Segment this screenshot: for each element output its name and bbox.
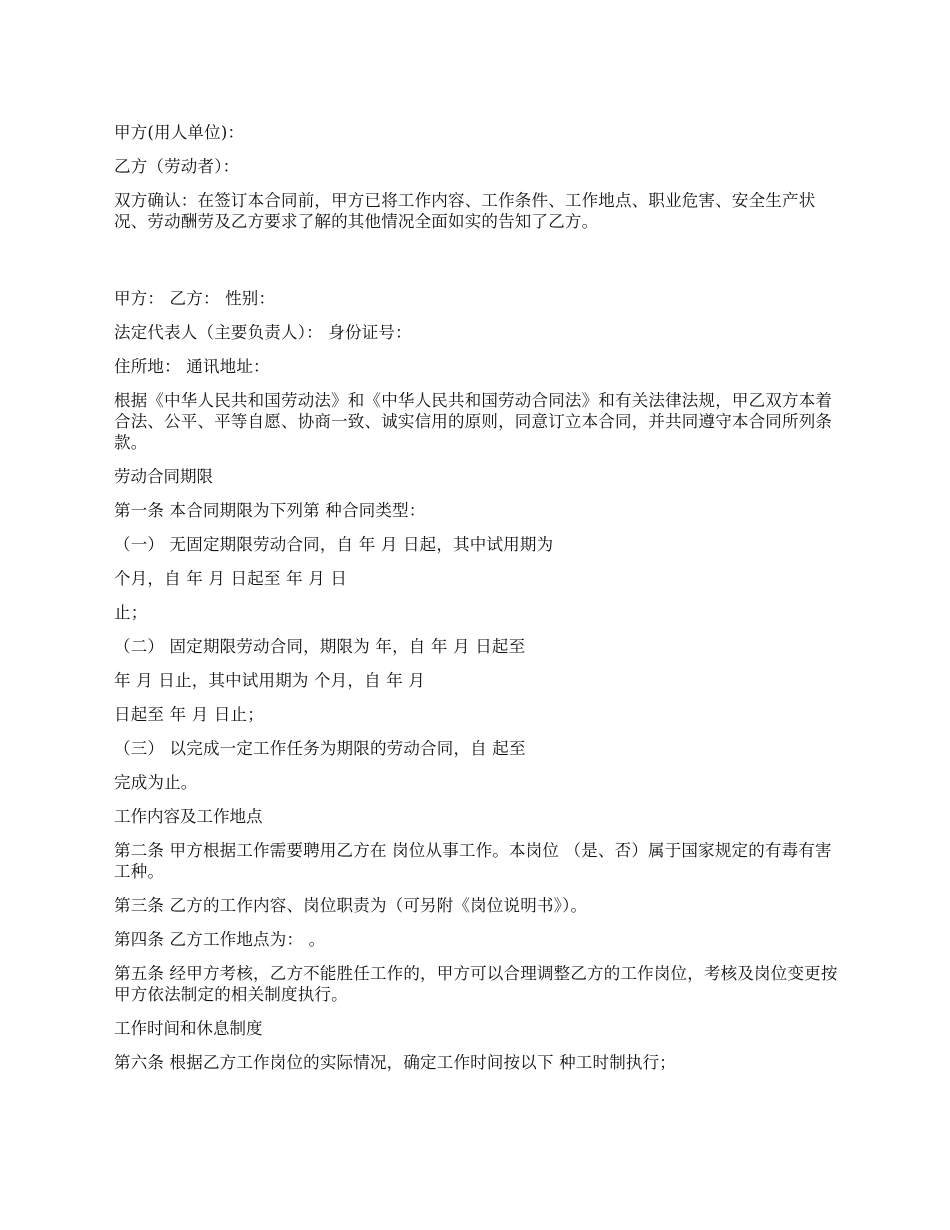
term-option-1-line-1: （一） 无固定期限劳动合同，自 年 月 日起，其中试用期为 bbox=[114, 535, 554, 554]
article-2: 第二条 甲方根据工作需要聘用乙方在 岗位从事工作。本岗位 （是、否）属于国家规定的有毒有害工种。 bbox=[114, 841, 832, 881]
work-time-rest-heading: 工作时间和休息制度 bbox=[114, 1019, 263, 1038]
term-option-2-line-1: （二） 固定期限劳动合同，期限为 年，自 年 月 日起至 bbox=[114, 637, 526, 656]
party-b-worker-line: 乙方（劳动者）： bbox=[114, 157, 240, 176]
confirmation-paragraph: 双方确认：在签订本合同前，甲方已将工作内容、工作条件、工作地点、职业危害、安全生产状况、劳动酬劳及乙方要求了解的其他情况全面如实的告知了乙方。 bbox=[114, 191, 816, 231]
term-option-1-line-2: 个月，自 年 月 日起至 年 月 日 bbox=[114, 569, 348, 588]
term-option-2-line-2: 年 月 日止，其中试用期为 个月，自 年 月 bbox=[114, 671, 426, 690]
article-4: 第四条 乙方工作地点为： 。 bbox=[114, 930, 326, 949]
article-3: 第三条 乙方的工作内容、岗位职责为（可另附《岗位说明书》）。 bbox=[114, 896, 588, 915]
party-a-employer-line: 甲方(用人单位)： bbox=[114, 123, 245, 142]
document-body bbox=[114, 122, 842, 1086]
address-line: 住所地： 通讯地址： bbox=[114, 357, 270, 376]
legal-representative-line: 法定代表人（主要负责人）： 身份证号： bbox=[114, 323, 412, 342]
work-content-location-heading: 工作内容及工作地点 bbox=[114, 807, 263, 826]
term-option-3-line-1: （三） 以完成一定工作任务为期限的劳动合同，自 起至 bbox=[114, 739, 526, 758]
term-option-2-line-3: 日起至 年 月 日止； bbox=[114, 705, 264, 724]
article-5: 第五条 经甲方考核，乙方不能胜任工作的，甲方可以合理调整乙方的工作岗位，考核及岗位变更按甲方依法制定的相关制度执行。 bbox=[114, 964, 838, 1004]
term-option-1-line-3: 止； bbox=[114, 603, 148, 622]
article-6: 第六条 根据乙方工作岗位的实际情况，确定工作时间按以下 种工时制执行； bbox=[114, 1053, 676, 1072]
party-info-line: 甲方： 乙方： 性别： bbox=[114, 289, 276, 308]
contract-term-heading: 劳动合同期限 bbox=[114, 467, 213, 486]
term-option-3-line-2: 完成为止。 bbox=[114, 773, 198, 792]
legal-basis-paragraph: 根据《中华人民共和国劳动法》和《中华人民共和国劳动合同法》和有关法律法规，甲乙双方本着合法、公平、平等自愿、协商一致、诚实信用的原则，同意订立本合同，并共同遵守本合同所列条款。 bbox=[114, 391, 833, 452]
article-1: 第一条 本合同期限为下列第 种合同类型： bbox=[114, 501, 426, 520]
